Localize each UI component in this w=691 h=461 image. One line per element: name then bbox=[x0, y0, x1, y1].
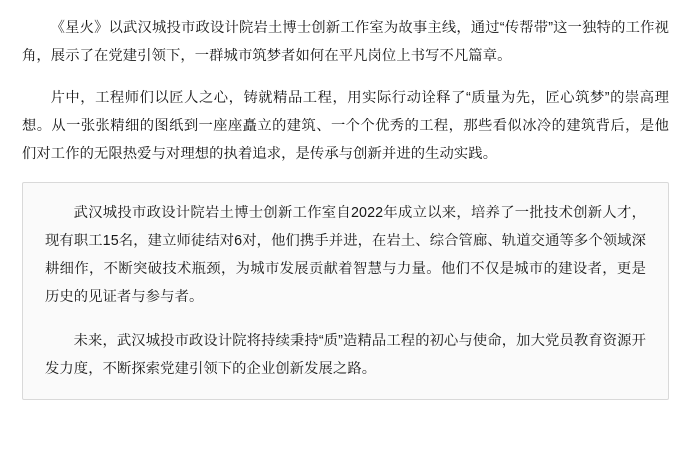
callout-paragraph: 未来，武汉城投市政设计院将持续秉持“质”造精品工程的初心与使命，加大党员教育资源开发力度，不断探索党建引领下的企业创新发展之路。 bbox=[45, 333, 646, 377]
body-paragraph: 《星火》以武汉城投市政设计院岩土博士创新工作室为故事主线，通过“传帮带”这一独特的工作视角，展示了在党建引领下，一群城市筑梦者如何在平凡岗位上书写不凡篇章。 bbox=[22, 20, 669, 64]
callout-paragraph: 武汉城投市政设计院岩土博士创新工作室自2022年成立以来，培养了一批技术创新人才，现有职工15名，建立师徒结对6对，他们携手并进，在岩土、综合管廊、轨道交通等多个领域深耕细作，不断突破技术瓶颈，为城市发展贡献着智慧与力量。他们不仅是城市的建设者，更是历史的见证者与参与者。 bbox=[45, 205, 646, 305]
body-paragraph: 片中，工程师们以匠人之心，铸就精品工程，用实际行动诠释了“质量为先，匠心筑梦”的崇高理想。从一张张精细的图纸到一座座矗立的建筑、一个个优秀的工程，那些看似冰冷的建筑背后，是他们对工作的无限热爱与对理想的执着追求，是传承与创新并进的生动实践。 bbox=[22, 90, 669, 162]
highlight-callout-box bbox=[22, 182, 669, 400]
